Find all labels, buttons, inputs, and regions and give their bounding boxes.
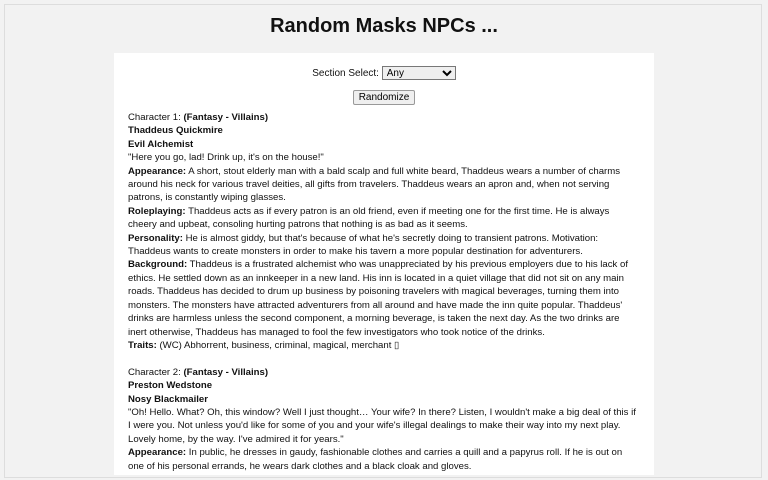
character-role: Nosy Blackmailer [128, 393, 208, 405]
section-select[interactable] [382, 66, 456, 80]
character-field [128, 232, 640, 259]
controls [114, 66, 654, 105]
character-label: Character 2: [128, 366, 181, 378]
character-category: (Fantasy - Villains) [183, 366, 269, 378]
character-entry [128, 366, 640, 473]
section-select-label: Section Select: [312, 68, 379, 79]
randomize-button[interactable]: Randomize [353, 90, 416, 105]
character-field [128, 446, 640, 473]
character-field [128, 205, 640, 232]
character-field [128, 165, 640, 205]
character-name: Preston Wedstone [128, 380, 213, 392]
character-quote: "Here you go, lad! Drink up, it's on the house!" [128, 152, 324, 164]
character-entry [128, 111, 640, 352]
content-card [114, 53, 654, 475]
field-label: Background: [128, 259, 188, 271]
page-title: Random Masks NPCs ... [270, 15, 498, 37]
character-name: Thaddeus Quickmire [128, 125, 223, 137]
character-field [128, 339, 640, 352]
field-text: In public, he dresses in gaudy, fashionable clothes and carries a quill and a papyrus roll. If he is out on one of his personal errands, he wears dark clothes and a black cloak and gloves. [128, 447, 623, 472]
field-text: A short, stout elderly man with a bald scalp and full white beard, Thaddeus wears a number of charms around his neck for various travel deities, all gifts from travelers. Thaddeus wears an apron and, when not serving patrons, is constantly wiping glasses. [128, 165, 621, 204]
field-label: Personality: [128, 232, 183, 244]
character-role: Evil Alchemist [128, 138, 194, 150]
field-label: Appearance: [128, 165, 187, 177]
character-field [128, 258, 640, 338]
character-header [128, 111, 640, 124]
character-category: (Fantasy - Villains) [183, 112, 269, 123]
field-text: Thaddeus is a frustrated alchemist who was unappreciated by his previous employers due to his lack of ethics. He settled down as an innkeeper in a new land. His inn is located in a quiet village that did not sit on any main roads. Thaddeus has decided to drum up business by poisoning travelers with magical beverages, turning them into monsters. The monsters have attracted adventurers from all around and have made the inn quite popular. Thaddeus' drinks are harmless unless the second component, a morning beverage, is taken the next day. As the two drinks are inert otherwise, Thaddeus has managed to fool the few investigators who took notice of the drinks. [128, 259, 629, 338]
field-label: Appearance: [128, 447, 187, 459]
character-label: Character 1: [128, 112, 181, 123]
field-label: Traits: [128, 339, 157, 351]
character-list [114, 111, 654, 473]
field-text: Thaddeus acts as if every patron is an old friend, even if meeting one for the first time. He is always cheery and upbeat, consoling hurting patrons that nothing is as bad as it seems. [128, 205, 610, 231]
field-label: Roleplaying: [128, 205, 186, 217]
field-text: (WC) Abhorrent, business, criminal, magical, merchant ▯ [159, 339, 400, 351]
character-header [128, 366, 640, 379]
field-text: He is almost giddy, but that's because of what he's secretly doing to transient patrons. Motivation: Thaddeus wants to create monsters in order to make his tavern a more popular destination for adventurers. [128, 232, 599, 258]
character-quote: "Oh! Hello. What? Oh, this window? Well I just thought… Your wife? In there? Listen, I wouldn't make a big deal of this if I were you. Not unless you'd like for some of you and your wife's illegal dealings to make their way into my next play. Lovely home, by the way. I've admired it for years." [128, 406, 636, 445]
